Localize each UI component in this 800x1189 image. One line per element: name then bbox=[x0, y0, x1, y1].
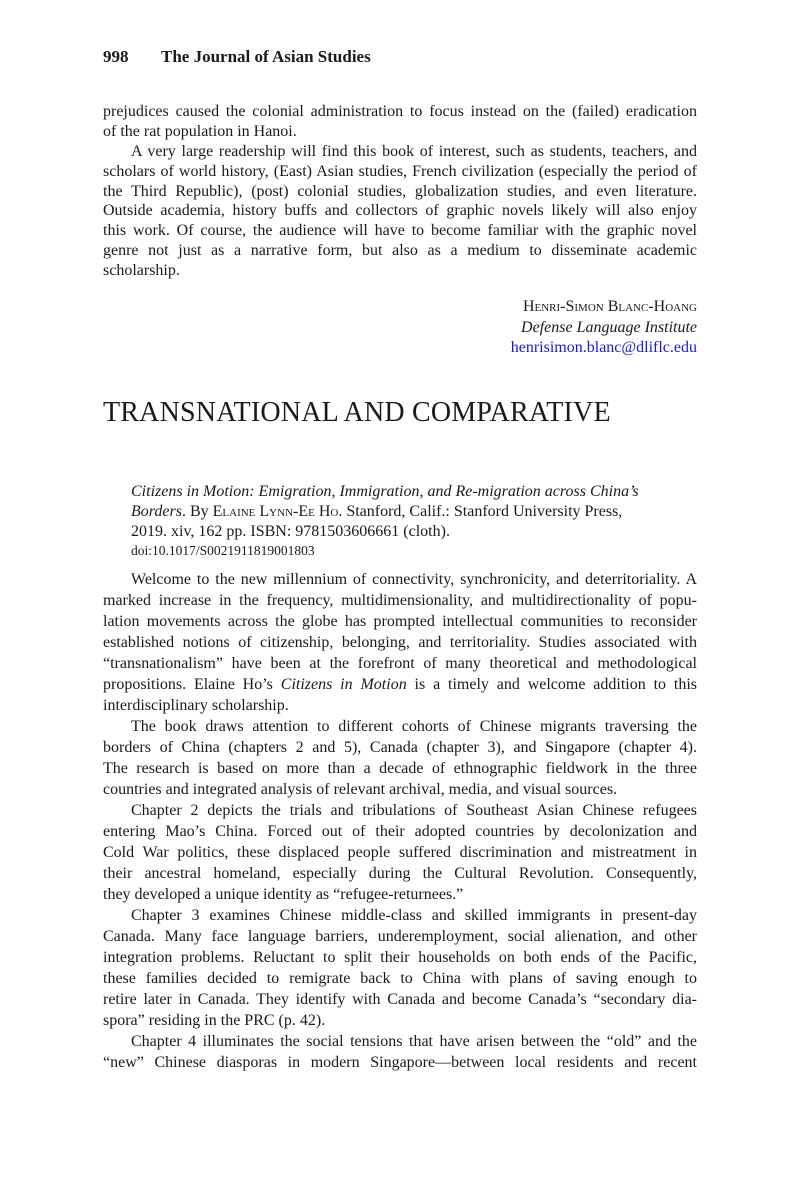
text-segment: 2019. xiv, 162 pp. ISBN: 9781503606661 (cloth). bbox=[131, 523, 450, 540]
text-segment: entering Mao’s China. Forced out of their adopted countries by decolonization and bbox=[103, 823, 697, 840]
text-segment: A very large readership will find this book of interest, such as students, teachers, and bbox=[131, 142, 697, 160]
text-segment: this work. Of course, the audience will have to become familiar with the graphic novel bbox=[103, 222, 697, 240]
text-segment: of the rat population in Hanoi. bbox=[103, 122, 297, 140]
text-line bbox=[103, 1052, 697, 1073]
previous-review-text bbox=[103, 102, 697, 281]
text-segment: prejudices caused the colonial administration to focus instead on the (failed) eradication bbox=[103, 103, 697, 120]
running-header bbox=[103, 47, 371, 67]
text-segment: . By bbox=[181, 503, 213, 520]
text-line bbox=[103, 884, 697, 905]
reviewer-institution: Defense Language Institute bbox=[521, 318, 697, 336]
text-line bbox=[103, 569, 697, 590]
text-line bbox=[103, 653, 697, 674]
text-line bbox=[103, 800, 697, 821]
text-segment: these families decided to remigrate back to China with plans of saving enough to bbox=[103, 970, 697, 987]
paragraph bbox=[103, 716, 697, 800]
text-line bbox=[103, 863, 697, 884]
text-line bbox=[103, 842, 697, 863]
text-line bbox=[103, 968, 697, 989]
text-line bbox=[103, 122, 697, 142]
text-line bbox=[103, 758, 697, 779]
text-line bbox=[103, 1031, 697, 1052]
text-segment: marked increase in the frequency, multidimensionality, and multidirectionality of popu- bbox=[103, 592, 697, 609]
text-segment: established notions of citizenship, belonging, and territoriality. Studies associated with bbox=[103, 634, 697, 651]
text-line bbox=[103, 716, 697, 737]
text-segment: . Stanford, Calif.: Stanford University Press, bbox=[338, 503, 623, 520]
text-segment: retire later in Canada. They identify with Canada and become Canada’s “secondary dia- bbox=[103, 991, 697, 1008]
text-line bbox=[103, 182, 697, 202]
text-segment: The book draws attention to different cohorts of Chinese migrants traversing the bbox=[131, 718, 697, 735]
paragraph bbox=[103, 102, 697, 142]
text-segment: Chapter 2 depicts the trials and tribulations of Southeast Asian Chinese refugees bbox=[131, 802, 697, 819]
italic-segment: Citizens in Motion: Emigration, Immigration, and Re-migration across China’s bbox=[131, 483, 639, 500]
text-segment: propositions. Elaine Ho’s bbox=[103, 676, 281, 693]
reviewer-email-link[interactable]: henrisimon.blanc@dliflc.edu bbox=[510, 339, 697, 356]
text-segment: integration problems. Reluctant to split their households on both ends of the Pacific, bbox=[103, 949, 697, 966]
reviewer-name: Henri-Simon Blanc-Hoang bbox=[522, 298, 697, 315]
review-body bbox=[103, 569, 697, 1073]
paragraph bbox=[103, 569, 697, 716]
doi-link[interactable]: doi:10.1017/S0021911819001803 bbox=[131, 543, 315, 558]
text-segment: interdisciplinary scholarship. bbox=[103, 697, 289, 714]
journal-title: The Journal of Asian Studies bbox=[161, 47, 371, 66]
text-segment: “new” Chinese diasporas in modern Singapore—between local residents and recent bbox=[103, 1054, 697, 1071]
text-line bbox=[103, 201, 697, 221]
text-line bbox=[103, 142, 697, 162]
text-line bbox=[103, 947, 697, 968]
italic-segment: Citizens in Motion bbox=[280, 676, 407, 693]
text-line bbox=[103, 821, 697, 842]
text-segment: borders of China (chapters 2 and 5), Canada (chapter 3), and Singapore (chapter 4). bbox=[103, 739, 697, 756]
text-segment: Welcome to the new millennium of connectivity, synchronicity, and deterritoriality. A bbox=[131, 571, 697, 588]
reviewer-signature bbox=[511, 297, 697, 359]
text-line bbox=[103, 695, 697, 716]
text-line bbox=[103, 590, 697, 611]
text-segment: Outside academia, history buffs and collectors of graphic novels likely will also enjoy bbox=[103, 202, 697, 220]
text-line bbox=[103, 632, 697, 653]
text-line bbox=[103, 261, 697, 281]
text-segment: the Third Republic), (post) colonial studies, globalization studies, and even literature. bbox=[103, 182, 697, 200]
italic-segment: Borders bbox=[131, 503, 182, 520]
text-line bbox=[103, 905, 697, 926]
text-segment: Chapter 3 examines Chinese middle-class and skilled immigrants in present-day bbox=[131, 907, 697, 924]
text-segment: is a timely and welcome addition to this bbox=[406, 676, 697, 693]
text-segment: Chapter 4 illuminates the social tensions that have arisen between the “old” and the bbox=[131, 1033, 697, 1050]
paragraph bbox=[103, 1031, 697, 1073]
text-line bbox=[131, 482, 671, 502]
text-line bbox=[103, 1010, 697, 1031]
small-caps-segment: Elaine Lynn-Ee Ho bbox=[212, 503, 339, 520]
paragraph bbox=[103, 800, 697, 905]
text-segment: scholarship. bbox=[103, 262, 180, 280]
text-line bbox=[103, 102, 697, 122]
text-line bbox=[103, 241, 697, 261]
text-segment: scholars of world history, (East) Asian studies, French civilization (especially the period of bbox=[103, 162, 697, 180]
text-line bbox=[103, 221, 697, 241]
text-line bbox=[131, 522, 671, 542]
text-line bbox=[103, 989, 697, 1010]
text-line bbox=[103, 611, 697, 632]
text-segment: their ancestral homeland, especially during the Cultural Revolution. Consequently, bbox=[103, 865, 697, 882]
paragraph bbox=[103, 905, 697, 1031]
text-segment: Cold War politics, these displaced people suffered discrimination and mistreatment in bbox=[103, 844, 697, 861]
section-heading: TRANSNATIONAL AND COMPARATIVE bbox=[103, 397, 611, 428]
text-line bbox=[131, 502, 671, 522]
text-segment: spora” residing in the PRC (p. 42). bbox=[103, 1012, 326, 1029]
text-segment: Canada. Many face language barriers, underemployment, social alienation, and other bbox=[103, 928, 697, 945]
text-line bbox=[103, 926, 697, 947]
text-segment: The research is based on more than a decade of ethnographic fieldwork in the three bbox=[103, 760, 697, 777]
text-segment: genre not just as a narrative form, but also as a medium to disseminate academic bbox=[103, 242, 697, 260]
text-line bbox=[103, 737, 697, 758]
text-segment: “transnationalism” have been at the forefront of many theoretical and methodological bbox=[103, 655, 697, 672]
paragraph bbox=[103, 142, 697, 281]
text-line bbox=[103, 779, 697, 800]
book-citation bbox=[131, 482, 671, 560]
text-segment: countries and integrated analysis of relevant archival, media, and visual sources. bbox=[103, 781, 618, 798]
text-line bbox=[103, 674, 697, 695]
text-segment: they developed a unique identity as “refugee-returnees.” bbox=[103, 886, 464, 903]
text-segment: lation movements across the globe has prompted intellectual communities to reconsider bbox=[103, 613, 697, 630]
page-number: 998 bbox=[103, 47, 129, 66]
text-line bbox=[103, 162, 697, 182]
